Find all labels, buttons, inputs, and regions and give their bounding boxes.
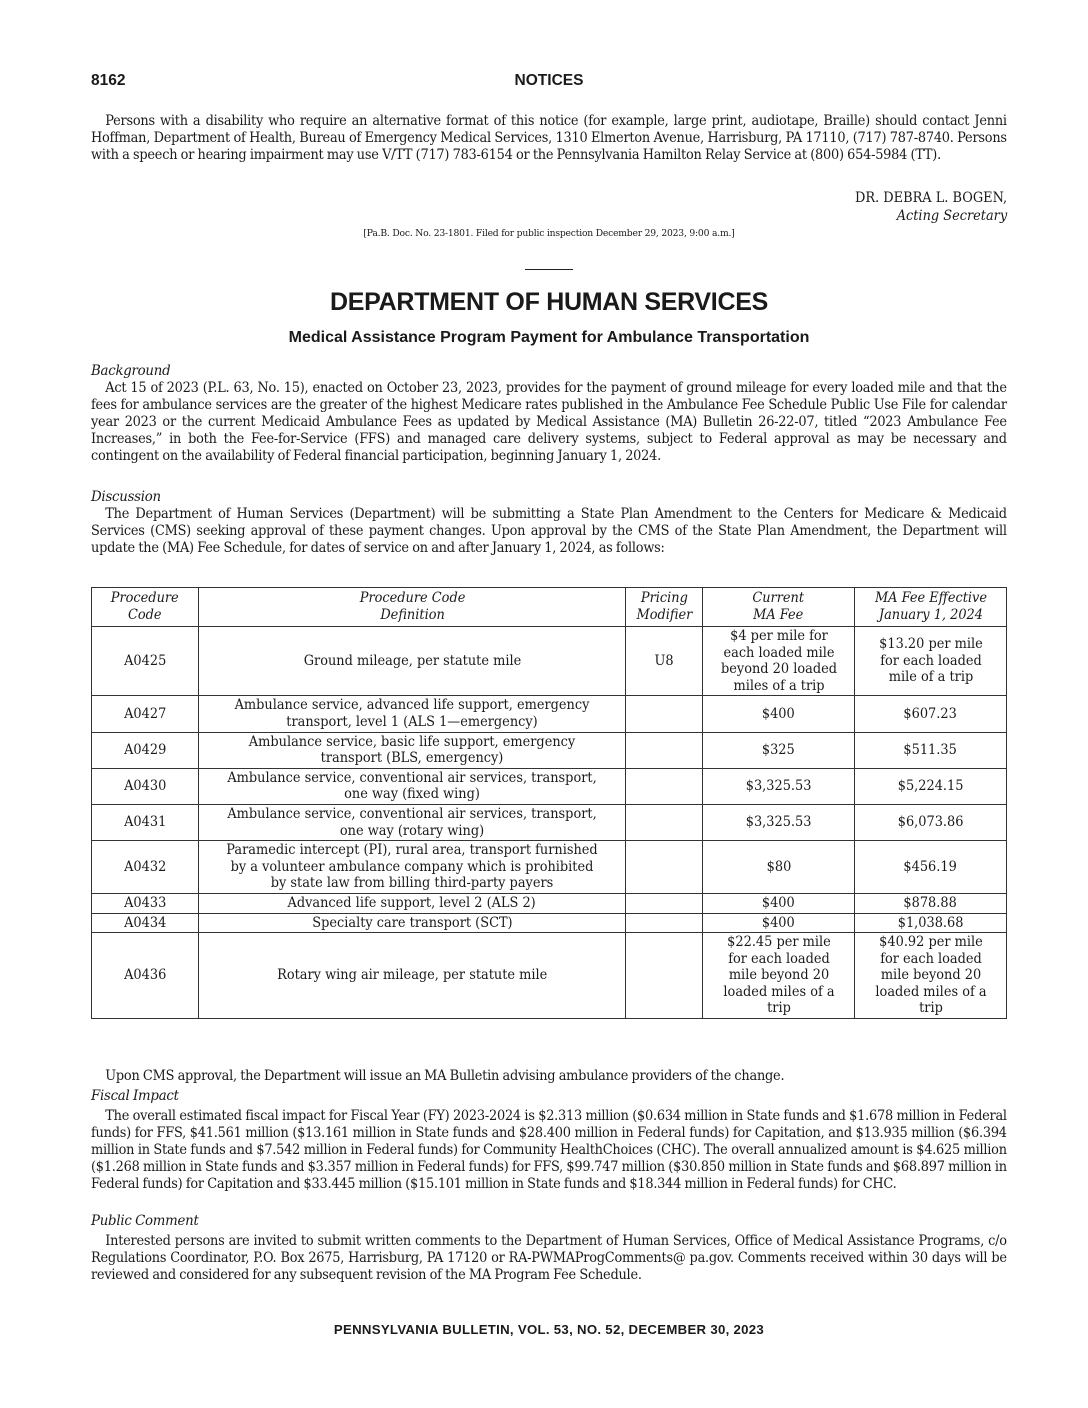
new-fee-cell: $6,073.86 [855,804,1007,840]
new-fee-cell: $5,224.15 [855,768,1007,804]
fee-table-header-row [92,588,1007,627]
section-name: NOTICES [514,72,584,89]
modifier-cell [626,804,703,840]
new-fee-cell: $13.20 per mile for each loaded mile of a trip [855,627,1007,696]
background-text: Act 15 of 2023 (P.L. 63, No. 15), enacted on October 23, 2023, provides for the payment of ground mileage for every loaded mile and that the fees for ambulance services are the greater of the highest Medicare rates published in the Ambulance Fee Schedule Public Use File for calendar year 2023 or the current Medicaid Ambulance Fees as updated by Medical Assistance (MA) Bulletin 26-22-07, titled “2023 Ambulance Fee Increases,” in both the Fee-for-Service (FFS) and managed care delivery systems, subject to Federal approval as may be necessary and contingent on the availability of Federal financial participation, beginning January 1, 2024. [91,380,1007,464]
after-table-text: Upon CMS approval, the Department will issue an MA Bulletin advising ambulance providers of the change. [105,1068,785,1084]
public-comment-section [91,1212,1007,1284]
fee-table-row [92,768,1007,804]
new-fee-cell: $40.92 per mile for each loaded mile beyond 20 loaded miles of a trip [855,933,1007,1019]
definition-cell: Paramedic intercept (PI), rural area, transport furnished by a volunteer ambulance company which is prohibited by state law from billing third-party payers [198,841,625,894]
background-section [91,362,1007,465]
new-fee-cell: $1,038.68 [855,913,1007,933]
separator-rule [525,269,573,270]
current-fee-cell: $3,325.53 [703,768,855,804]
definition-cell: Specialty care transport (SCT) [198,913,625,933]
modifier-cell [626,893,703,913]
procedure-code-cell: A0432 [92,841,199,894]
procedure-code-cell: A0425 [92,627,199,696]
page-footer: PENNSYLVANIA BULLETIN, VOL. 53, NO. 52, DECEMBER 30, 2023 [333,1322,765,1337]
fee-table-row [92,627,1007,696]
fee-table-row [92,893,1007,913]
modifier-cell: U8 [626,627,703,696]
fee-table-row [92,696,1007,732]
definition-cell: Ambulance service, advanced life support, emergency transport, level 1 (ALS 1—emergency) [198,696,625,732]
procedure-code-cell: A0433 [92,893,199,913]
fiscal-impact-heading: Fiscal Impact [91,1088,179,1104]
public-comment-text: Interested persons are invited to submit written comments to the Department of Human Services, Office of Medical Assistance Programs, c/o Regulations Coordinator, P.O. Box 2675, Harrisburg, PA 17120 or RA-PWMAProgComments@ pa.gov. Comments received within 30 days will be reviewed and considered for any subsequent revision of the MA Program Fee Schedule. [91,1233,1007,1283]
current-fee-cell: $400 [703,893,855,913]
header-new-fee: MA Fee Effective January 1, 2024 [855,588,1007,627]
modifier-cell [626,841,703,894]
notice-subtitle: Medical Assistance Program Payment for Ambulance Transportation [288,329,810,346]
discussion-text: The Department of Human Services (Department) will be submitting a State Plan Amendment to the Centers for Medicare & Medicaid Services (CMS) seeking approval of these payment changes. Upon approval by the CMS of the State Plan Amendment, the Department will update the (MA) Fee Schedule, for dates of service on and after January 1, 2024, as follows: [91,506,1007,556]
definition-cell: Ambulance service, conventional air services, transport, one way (fixed wing) [198,768,625,804]
new-fee-cell: $511.35 [855,732,1007,768]
accessibility-notice [91,113,1007,164]
procedure-code-cell: A0436 [92,933,199,1019]
public-comment-heading: Public Comment [91,1213,199,1229]
current-fee-cell: $400 [703,696,855,732]
procedure-code-cell: A0431 [92,804,199,840]
discussion-section [91,488,1007,557]
fee-table-row [92,804,1007,840]
department-title: DEPARTMENT OF HUMAN SERVICES [330,288,768,316]
definition-cell: Ground mileage, per statute mile [198,627,625,696]
header-pricing-modifier: Pricing Modifier [626,588,703,627]
procedure-code-cell: A0427 [92,696,199,732]
current-fee-cell: $80 [703,841,855,894]
current-fee-cell: $3,325.53 [703,804,855,840]
background-heading: Background [91,363,171,379]
definition-cell: Ambulance service, basic life support, emergency transport (BLS, emergency) [198,732,625,768]
current-fee-cell: $22.45 per mile for each loaded mile beyond 20 loaded miles of a trip [703,933,855,1019]
procedure-code-cell: A0434 [92,913,199,933]
fee-table-row [92,913,1007,933]
page-number: 8162 [91,72,126,89]
doc-filing-note: [Pa.B. Doc. No. 23-1801. Filed for public inspection December 29, 2023, 9:00 a.m.] [363,228,735,239]
fee-table-row [92,732,1007,768]
current-fee-cell: $400 [703,913,855,933]
modifier-cell [626,732,703,768]
header-procedure-code: Procedure Code [92,588,199,627]
current-fee-cell: $325 [703,732,855,768]
modifier-cell [626,768,703,804]
new-fee-cell: $607.23 [855,696,1007,732]
running-head [91,72,1007,92]
fee-table-body [92,627,1007,1019]
procedure-code-cell: A0430 [92,768,199,804]
fiscal-impact-text: The overall estimated fiscal impact for Fiscal Year (FY) 2023-2024 is $2.313 million ($0.634 million in State funds and $1.678 million in Federal funds) for FFS, $41.561 million ($13.161 million in State funds and $28.400 million in Federal funds) for Capitation, and $13.935 million ($6.394 million in State funds and $7.542 million in Federal funds) for Community HealthChoices (CHC). The overall annualized amount is $4.625 million ($1.268 million in State funds and $3.357 million in Federal funds) for FFS, $99.747 million ($30.850 million in State funds and $68.897 million in Federal funds) for Capitation and $33.445 million ($15.101 million in State funds and $18.344 million in Federal funds) for CHC. [91,1108,1007,1192]
procedure-code-cell: A0429 [92,732,199,768]
modifier-cell [626,696,703,732]
modifier-cell [626,933,703,1019]
modifier-cell [626,913,703,933]
fee-table-row [92,933,1007,1019]
signature-block [855,189,1007,225]
header-current-fee: Current MA Fee [703,588,855,627]
definition-cell: Advanced life support, level 2 (ALS 2) [198,893,625,913]
signer-name: DR. DEBRA L. BOGEN, [854,190,1007,206]
new-fee-cell: $878.88 [855,893,1007,913]
after-table-section [91,1068,1007,1085]
header-definition: Procedure Code Definition [198,588,625,627]
definition-cell: Ambulance service, conventional air services, transport, one way (rotary wing) [198,804,625,840]
current-fee-cell: $4 per mile for each loaded mile beyond 20 loaded miles of a trip [703,627,855,696]
fee-table [91,587,1007,1019]
definition-cell: Rotary wing air mileage, per statute mile [198,933,625,1019]
discussion-heading: Discussion [91,489,161,505]
fee-table-row [92,841,1007,894]
accessibility-paragraph: Persons with a disability who require an alternative format of this notice (for example, large print, audiotape, Braille) should contact Jenni Hoffman, Department of Health, Bureau of Emergency Medical Services, 1310 Elmerton Avenue, Harrisburg, PA 17110, (717) 787-8740. Persons with a speech or hearing impairment may use V/TT (717) 783-6154 or the Pennsylvania Hamilton Relay Service at (800) 654-5984 (TT). [91,113,1007,163]
fiscal-impact-section [91,1087,1007,1193]
signer-title: Acting Secretary [896,208,1007,224]
new-fee-cell: $456.19 [855,841,1007,894]
